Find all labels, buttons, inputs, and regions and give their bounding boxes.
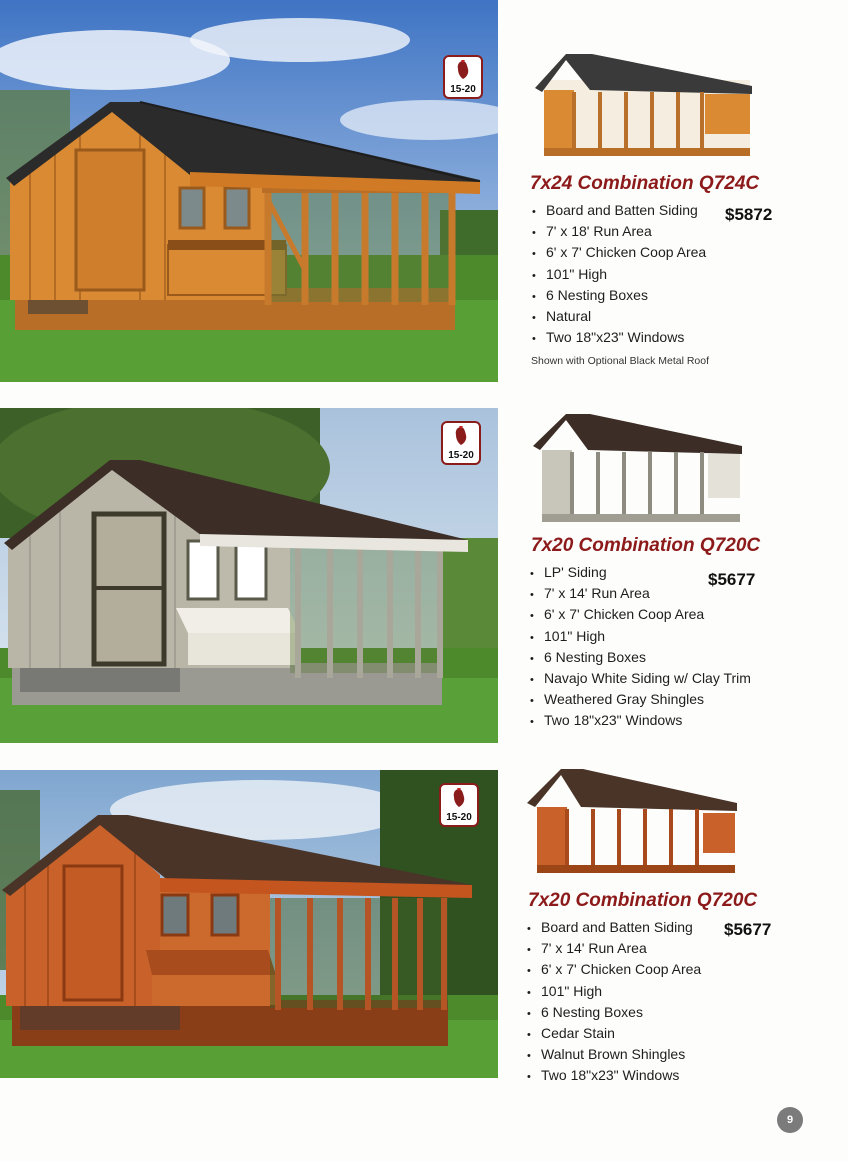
rooster-icon (451, 425, 471, 447)
capacity-label: 15-20 (448, 450, 474, 461)
feature-list (532, 200, 706, 348)
feature-item: • Navajo White Siding w/ Clay Trim (530, 668, 751, 689)
feature-item: • Two 18"x23" Windows (532, 327, 706, 348)
product-price: $5677 (724, 920, 772, 939)
feature-item: • 7' x 18' Run Area (532, 221, 706, 242)
feature-item: • 7' x 14' Run Area (527, 938, 701, 959)
rooster-icon (453, 59, 473, 81)
feature-item: • Board and Batten Siding (527, 917, 701, 938)
feature-list (527, 917, 701, 1087)
feature-item: • 101" High (532, 264, 706, 285)
rooster-icon (449, 787, 469, 809)
coop-thumbnail-gray (530, 410, 745, 533)
feature-item: • 6' x 7' Chicken Coop Area (527, 959, 701, 980)
product-price: $5677 (708, 570, 756, 589)
product-note: Shown with Optional Black Metal Roof (531, 355, 710, 367)
feature-item: • 6 Nesting Boxes (527, 1002, 701, 1023)
product-price: $5872 (725, 205, 773, 224)
feature-item: • Two 18"x23" Windows (530, 710, 751, 731)
feature-item: • 6 Nesting Boxes (530, 647, 751, 668)
capacity-badge (441, 421, 481, 465)
page-number: 9 (777, 1107, 803, 1133)
capacity-badge (443, 55, 483, 99)
feature-item: • 7' x 14' Run Area (530, 583, 751, 604)
feature-item: • 6 Nesting Boxes (532, 285, 706, 306)
feature-item: • Natural (532, 306, 706, 327)
capacity-badge (439, 783, 479, 827)
product-title: 7x20 Combination Q720C (531, 535, 761, 556)
feature-item: • Two 18"x23" Windows (527, 1065, 701, 1086)
product-title: 7x20 Combination Q720C (528, 890, 758, 911)
coop-thumbnail-natural (530, 50, 755, 167)
coop-photo-natural (0, 0, 498, 382)
feature-item: • 6' x 7' Chicken Coop Area (532, 242, 706, 263)
product-title: 7x24 Combination Q724C (530, 173, 760, 194)
feature-item: • 6' x 7' Chicken Coop Area (530, 604, 751, 625)
coop-photo-gray (0, 408, 498, 743)
capacity-label: 15-20 (446, 812, 472, 823)
feature-item: • Board and Batten Siding (532, 200, 706, 221)
feature-item: • 101" High (530, 626, 751, 647)
coop-thumbnail-cedar (525, 765, 740, 882)
capacity-label: 15-20 (450, 84, 476, 95)
feature-item: • LP' Siding (530, 562, 751, 583)
feature-item: • Walnut Brown Shingles (527, 1044, 701, 1065)
coop-photo-cedar (0, 770, 498, 1078)
feature-item: • Weathered Gray Shingles (530, 689, 751, 710)
feature-item: • Cedar Stain (527, 1023, 701, 1044)
feature-item: • 101" High (527, 981, 701, 1002)
